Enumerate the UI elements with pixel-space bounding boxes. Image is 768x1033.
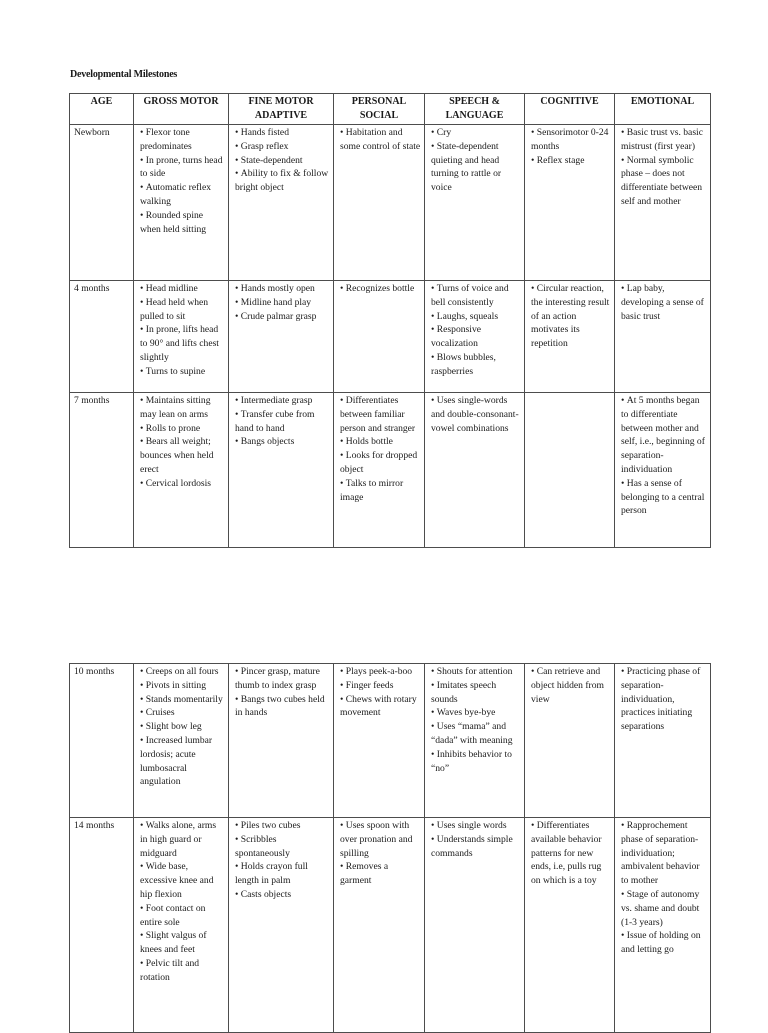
milestone-item: • Rapprochement phase of separation-individuation; ambivalent behavior to mother xyxy=(621,819,707,888)
milestone-list xyxy=(140,394,225,491)
milestone-item: • Finger feeds xyxy=(340,679,421,693)
milestone-list xyxy=(431,126,521,195)
speech-language-cell xyxy=(425,664,525,818)
milestone-list xyxy=(340,394,421,504)
milestone-item: • Head midline xyxy=(140,282,225,296)
milestone-item: • Normal symbolic phase – does not differentiate between self and mother xyxy=(621,154,707,209)
milestone-item: • Casts objects xyxy=(235,888,330,902)
milestone-item: • Differentiates between familiar person and stranger xyxy=(340,394,421,435)
speech-language-cell xyxy=(425,393,525,548)
milestone-item: • In prone, lifts head to 90° and lifts chest slightly xyxy=(140,323,225,364)
fine-motor-cell xyxy=(229,818,334,1033)
gross-motor-cell xyxy=(134,818,229,1033)
milestone-item: • Slight valgus of knees and feet xyxy=(140,929,225,957)
milestone-item: • Inhibits behavior to “no” xyxy=(431,748,521,776)
header-fine-motor: FINE MOTOR ADAPTIVE xyxy=(229,94,334,125)
header-age: AGE xyxy=(70,94,134,125)
milestone-list xyxy=(431,394,521,435)
milestone-item: • Differentiates available behavior patterns for new ends, i.e, pulls rug on which is a toy xyxy=(531,819,611,888)
milestone-item: • Waves bye-bye xyxy=(431,706,521,720)
milestone-item: • Ability to fix & follow bright object xyxy=(235,167,330,195)
age-cell: 7 months xyxy=(70,393,134,548)
milestone-item: • Turns of voice and bell consistently xyxy=(431,282,521,310)
milestone-item: • Can retrieve and object hidden from view xyxy=(531,665,611,706)
milestone-item: • Midline hand play xyxy=(235,296,330,310)
header-gross-motor: GROSS MOTOR xyxy=(134,94,229,125)
milestone-item: • Habitation and some control of state xyxy=(340,126,421,154)
milestone-list xyxy=(340,126,421,154)
milestone-item: • Grasp reflex xyxy=(235,140,330,154)
milestone-item: • Flexor tone predominates xyxy=(140,126,225,154)
milestone-item: • Understands simple commands xyxy=(431,833,521,861)
fine-motor-cell xyxy=(229,125,334,281)
milestone-list xyxy=(340,665,421,720)
milestone-item: • Has a sense of belonging to a central person xyxy=(621,477,707,518)
milestone-list xyxy=(531,665,611,706)
milestone-item: • State-dependent quieting and head turning to rattle or voice xyxy=(431,140,521,195)
milestone-list xyxy=(621,665,707,734)
milestone-item: • Head held when pulled to sit xyxy=(140,296,225,324)
milestone-item: • Crude palmar grasp xyxy=(235,310,330,324)
milestone-item: • At 5 months began to differentiate between mother and self, i.e., beginning of separation-individuation xyxy=(621,394,707,477)
milestone-item: • Scribbles spontaneously xyxy=(235,833,330,861)
speech-language-cell xyxy=(425,281,525,393)
milestone-item: • Cry xyxy=(431,126,521,140)
milestone-item: • Stands momentarily xyxy=(140,693,225,707)
milestone-item: • Cruises xyxy=(140,706,225,720)
milestones-table-page1 xyxy=(69,93,711,548)
milestone-item: • Blows bubbles, raspberries xyxy=(431,351,521,379)
gross-motor-cell xyxy=(134,664,229,818)
milestone-list xyxy=(235,394,330,449)
milestone-list xyxy=(621,394,707,518)
milestone-list xyxy=(235,665,330,720)
milestone-list xyxy=(340,282,421,296)
milestone-item: • Basic trust vs. basic mistrust (first year) xyxy=(621,126,707,154)
header-cognitive: COGNITIVE xyxy=(525,94,615,125)
milestone-item: • Rounded spine when held sitting xyxy=(140,209,225,237)
personal-social-cell xyxy=(334,664,425,818)
milestone-item: • Holds bottle xyxy=(340,435,421,449)
milestone-item: • Issue of holding on and letting go xyxy=(621,929,707,957)
milestone-item: • Hands fisted xyxy=(235,126,330,140)
milestone-item: • Pincer grasp, mature thumb to index grasp xyxy=(235,665,330,693)
emotional-cell xyxy=(615,664,711,818)
milestone-item: • Pivots in sitting xyxy=(140,679,225,693)
milestone-item: • Shouts for attention xyxy=(431,665,521,679)
milestone-list xyxy=(140,282,225,379)
gross-motor-cell xyxy=(134,281,229,393)
milestone-item: • Holds crayon full length in palm xyxy=(235,860,330,888)
milestone-item: • Responsive vocalization xyxy=(431,323,521,351)
milestone-item: • Intermediate grasp xyxy=(235,394,330,408)
cognitive-cell xyxy=(525,281,615,393)
fine-motor-cell xyxy=(229,664,334,818)
milestone-item: • Cervical lordosis xyxy=(140,477,225,491)
personal-social-cell xyxy=(334,125,425,281)
milestone-list xyxy=(621,819,707,957)
milestone-list xyxy=(235,282,330,323)
document-title: Developmental Milestones xyxy=(70,69,178,80)
cognitive-cell xyxy=(525,393,615,548)
header-emotional: EMOTIONAL xyxy=(615,94,711,125)
milestone-item: • Walks alone, arms in high guard or midguard xyxy=(140,819,225,860)
milestone-item: • Uses “mama” and “dada” with meaning xyxy=(431,720,521,748)
cognitive-cell xyxy=(525,664,615,818)
milestone-list xyxy=(431,819,521,860)
milestone-item: • Turns to supine xyxy=(140,365,225,379)
cognitive-cell xyxy=(525,818,615,1033)
emotional-cell xyxy=(615,393,711,548)
milestone-list xyxy=(531,126,611,167)
milestone-item: • Circular reaction, the interesting result of an action motivates its repetition xyxy=(531,282,611,351)
milestone-item: • Recognizes bottle xyxy=(340,282,421,296)
header-speech-language: SPEECH & LANGUAGE xyxy=(425,94,525,125)
age-cell: 4 months xyxy=(70,281,134,393)
milestone-item: • Chews with rotary movement xyxy=(340,693,421,721)
table-body-page1 xyxy=(70,125,711,548)
fine-motor-cell xyxy=(229,393,334,548)
milestone-item: • Pelvic tilt and rotation xyxy=(140,957,225,985)
milestone-item: • Foot contact on entire sole xyxy=(140,902,225,930)
milestone-item: • Piles two cubes xyxy=(235,819,330,833)
table-body-page2 xyxy=(70,664,711,1033)
gross-motor-cell xyxy=(134,393,229,548)
age-cell: 10 months xyxy=(70,664,134,818)
milestone-item: • State-dependent xyxy=(235,154,330,168)
personal-social-cell xyxy=(334,281,425,393)
milestone-item: • Laughs, squeals xyxy=(431,310,521,324)
milestone-item: • Practicing phase of separation-individuation, practices initiating separations xyxy=(621,665,707,734)
gross-motor-cell xyxy=(134,125,229,281)
table-row xyxy=(70,393,711,548)
milestone-item: • Bears all weight; bounces when held erect xyxy=(140,435,225,476)
milestone-item: • Removes a garment xyxy=(340,860,421,888)
milestone-item: • Imitates speech sounds xyxy=(431,679,521,707)
milestone-item: • Slight bow leg xyxy=(140,720,225,734)
fine-motor-cell xyxy=(229,281,334,393)
milestone-list xyxy=(140,665,225,789)
milestone-item: • Maintains sitting may lean on arms xyxy=(140,394,225,422)
milestone-item: • Wide base, excessive knee and hip flexion xyxy=(140,860,225,901)
cognitive-cell xyxy=(525,125,615,281)
milestone-item: • Bangs objects xyxy=(235,435,330,449)
speech-language-cell xyxy=(425,125,525,281)
personal-social-cell xyxy=(334,393,425,548)
milestone-item: • Rolls to prone xyxy=(140,422,225,436)
age-cell: 14 months xyxy=(70,818,134,1033)
personal-social-cell xyxy=(334,818,425,1033)
milestone-item: • Sensorimotor 0-24 months xyxy=(531,126,611,154)
milestone-list xyxy=(621,282,707,323)
table-row xyxy=(70,125,711,281)
table-row xyxy=(70,664,711,818)
milestone-list xyxy=(235,126,330,195)
milestone-item: • In prone, turns head to side xyxy=(140,154,225,182)
milestone-list xyxy=(621,126,707,209)
milestone-item: • Uses single-words and double-consonant- vowel combinations xyxy=(431,394,521,435)
milestone-item: • Hands mostly open xyxy=(235,282,330,296)
milestone-item: • Uses single words xyxy=(431,819,521,833)
table-row xyxy=(70,818,711,1033)
milestone-list xyxy=(531,819,611,888)
milestone-item: • Automatic reflex walking xyxy=(140,181,225,209)
milestone-item: • Lap baby, developing a sense of basic trust xyxy=(621,282,707,323)
age-cell: Newborn xyxy=(70,125,134,281)
milestone-item: • Transfer cube from hand to hand xyxy=(235,408,330,436)
table-header-row xyxy=(70,94,711,125)
milestone-list xyxy=(431,282,521,379)
milestone-item: • Increased lumbar lordosis; acute lumbosacral angulation xyxy=(140,734,225,789)
milestone-item: • Reflex stage xyxy=(531,154,611,168)
milestone-list xyxy=(431,665,521,775)
emotional-cell xyxy=(615,818,711,1033)
milestone-item: • Talks to mirror image xyxy=(340,477,421,505)
milestone-list xyxy=(340,819,421,888)
speech-language-cell xyxy=(425,818,525,1033)
milestone-item: • Uses spoon with over pronation and spilling xyxy=(340,819,421,860)
table-row xyxy=(70,281,711,393)
milestone-list xyxy=(140,819,225,985)
header-personal-social: PERSONAL SOCIAL xyxy=(334,94,425,125)
milestone-list xyxy=(140,126,225,236)
milestone-item: • Plays peek-a-boo xyxy=(340,665,421,679)
milestone-list xyxy=(235,819,330,902)
milestone-item: • Stage of autonomy vs. shame and doubt (1-3 years) xyxy=(621,888,707,929)
milestone-item: • Looks for dropped object xyxy=(340,449,421,477)
emotional-cell xyxy=(615,281,711,393)
milestones-table-page2 xyxy=(69,663,711,1033)
milestone-list xyxy=(531,282,611,351)
emotional-cell xyxy=(615,125,711,281)
milestone-item: • Creeps on all fours xyxy=(140,665,225,679)
milestone-item: • Bangs two cubes held in hands xyxy=(235,693,330,721)
